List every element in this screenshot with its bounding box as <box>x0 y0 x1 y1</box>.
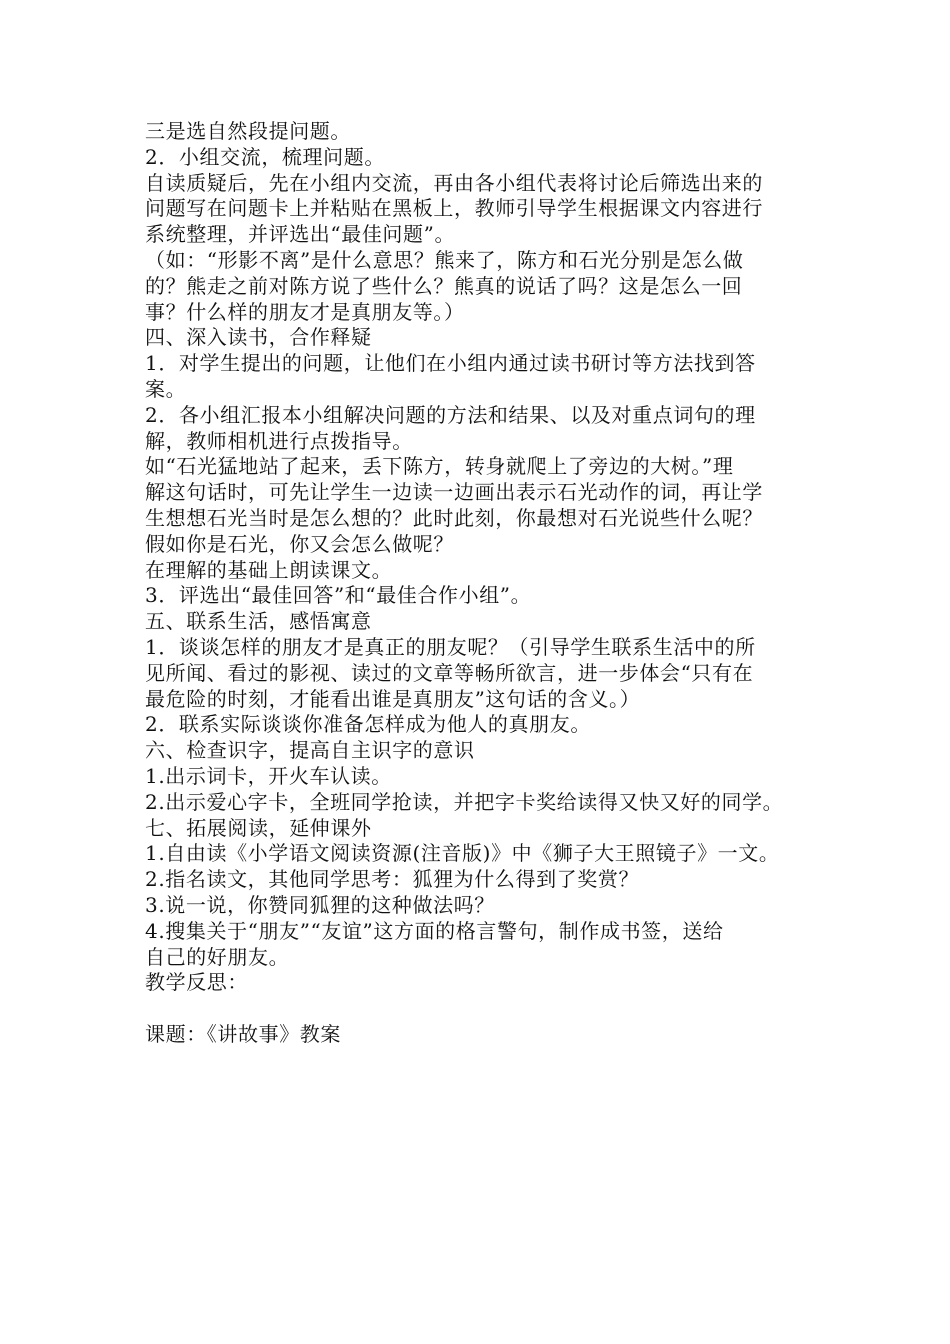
text-line: 自读质疑后，先在小组内交流，再由各小组代表将讨论后筛选出来的 <box>145 170 763 195</box>
text-line: 如“石光猛地站了起来，丢下陈方，转身就爬上了旁边的大树。”理 <box>145 454 734 479</box>
text-line: 3.说一说，你赞同狐狸的这种做法吗？ <box>145 892 495 917</box>
text-line: 2．小组交流，梳理问题。 <box>145 144 385 169</box>
text-line: 3．评选出“最佳回答”和“最佳合作小组”。 <box>145 583 532 608</box>
text-line: （如：“形影不离”是什么意思？熊来了，陈方和石光分别是怎么做 <box>145 247 744 272</box>
text-line: 2．各小组汇报本小组解决问题的方法和结果、以及对重点词句的理 <box>145 402 756 427</box>
lesson-title: 课题：《讲故事》教案 <box>145 1021 341 1046</box>
text-line: 在理解的基础上朗读课文。 <box>145 557 393 582</box>
section-heading: 五、联系生活，感悟寓意 <box>145 609 372 634</box>
text-line: 解，教师相机进行点拨指导。 <box>145 428 413 453</box>
text-line: 问题写在问题卡上并粘贴在黑板上，教师引导学生根据课文内容进行 <box>145 196 763 221</box>
text-line: 4.搜集关于“朋友”“友谊”这方面的格言警句，制作成书签，送给 <box>145 918 724 943</box>
text-line: 1．对学生提出的问题，让他们在小组内通过读书研讨等方法找到答 <box>145 351 756 376</box>
text-line: 1.自由读《小学语文阅读资源(注音版)》中《狮子大王照镜子》一文。 <box>145 841 780 866</box>
text-line: 1.出示词卡，开火车认读。 <box>145 763 392 788</box>
text-line: 2.指名读文，其他同学思考：狐狸为什么得到了奖赏？ <box>145 867 640 892</box>
section-heading: 七、拓展阅读，延伸课外 <box>145 815 372 840</box>
text-line: 2.出示爱心字卡，全班同学抢读，并把字卡奖给读得又快又好的同学。 <box>145 789 784 814</box>
text-line: 假如你是石光，你又会怎么做呢？ <box>145 531 454 556</box>
section-heading: 六、检查识字，提高自主识字的意识 <box>145 738 475 763</box>
text-line: 解这句话时，可先让学生一边读一边画出表示石光动作的词，再让学 <box>145 480 763 505</box>
text-line: 1．谈谈怎样的朋友才是真正的朋友呢？（引导学生联系生活中的所 <box>145 634 756 659</box>
text-line: 最危险的时刻，才能看出谁是真朋友”这句话的含义。） <box>145 686 641 711</box>
teaching-reflection-label: 教学反思： <box>145 970 248 995</box>
text-line: 的？熊走之前对陈方说了些什么？熊真的说话了吗？这是怎么一回 <box>145 273 743 298</box>
section-heading: 四、深入读书，合作释疑 <box>145 325 372 350</box>
text-line: 三是选自然段提问题。 <box>145 119 351 143</box>
text-line: 系统整理，并评选出“最佳问题”。 <box>145 222 456 247</box>
document-page <box>145 119 825 1048</box>
blank-line <box>145 996 825 1022</box>
text-line: 事？什么样的朋友才是真朋友等。） <box>145 299 465 324</box>
text-line: 案。 <box>145 376 187 401</box>
text-line: 生想想石光当时是怎么想的？此时此刻，你最想对石光说些什么呢？ <box>145 505 763 530</box>
text-line: 2．联系实际谈谈你准备怎样成为他人的真朋友。 <box>145 712 591 737</box>
text-line: 自己的好朋友。 <box>145 944 290 969</box>
text-line: 见所闻、看过的影视、读过的文章等畅所欲言，进一步体会“只有在 <box>145 660 754 685</box>
